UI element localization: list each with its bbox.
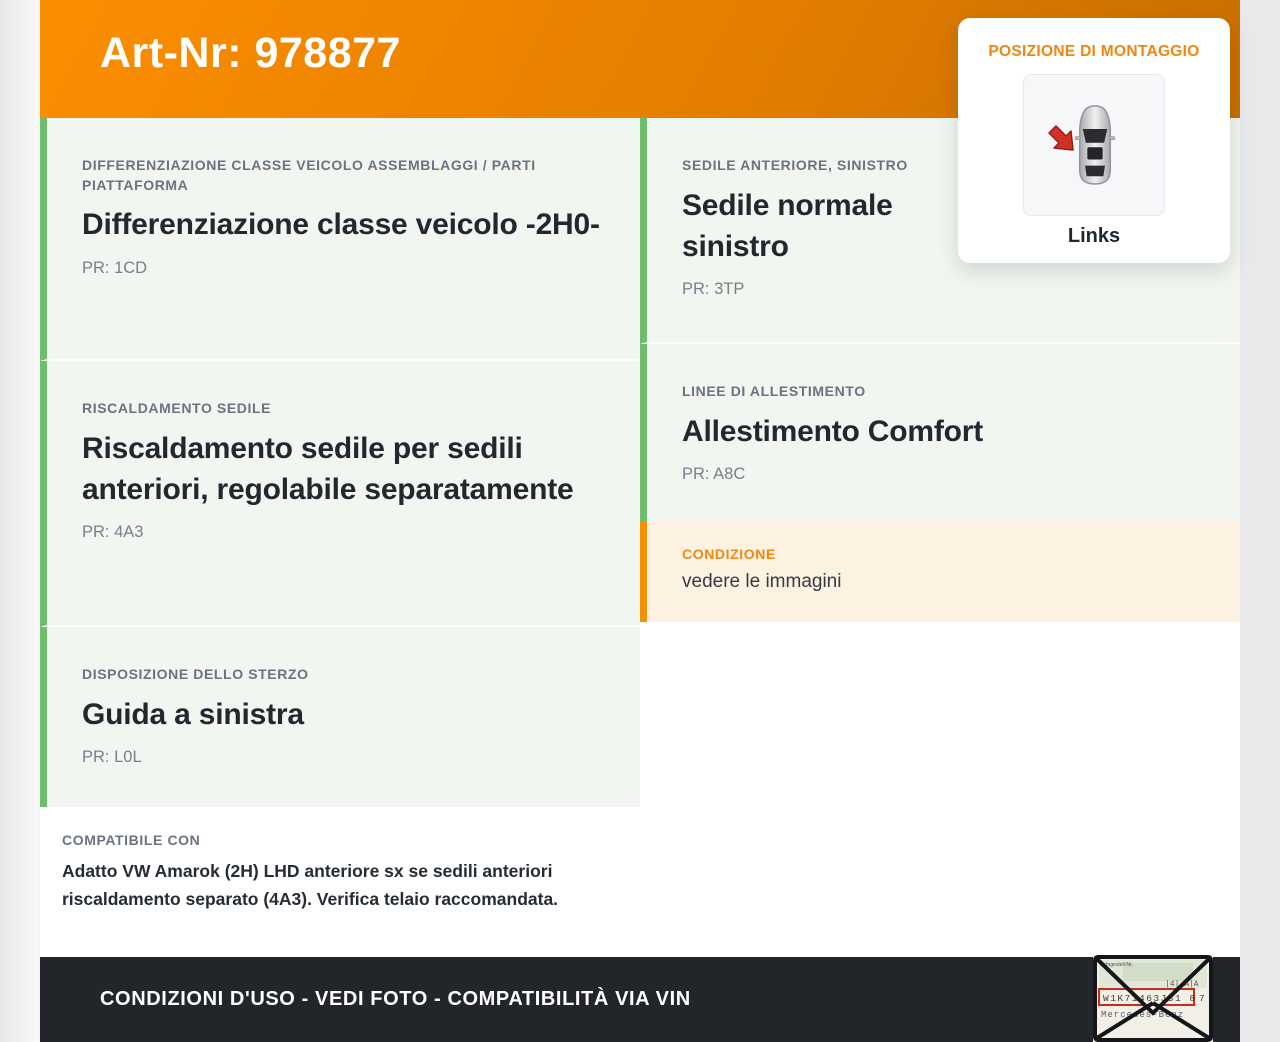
attribute-label: SEDILE ANTERIORE, SINISTRO [682,157,908,173]
attribute-pr-code: PR: 1CD [82,258,148,277]
car-top-view-icon [1072,103,1118,187]
footer-bar [40,957,1240,1042]
attribute-pr-code: PR: 4A3 [82,523,144,542]
attribute-title: Allestimento Comfort [682,414,984,448]
footer-notice-text: CONDIZIONI D'USO - VEDI FOTO - COMPATIBILITÀ VIA VIN [100,988,691,1010]
attribute-label: RISCALDAMENTO SEDILE [82,400,272,416]
mounting-position-card [958,18,1230,263]
attribute-label: LINEE DI ALLESTIMENTO [682,383,866,399]
red-arrow-icon [1046,123,1076,153]
attribute-pr-code: PR: L0L [82,747,142,766]
condition-card [640,522,1240,622]
stamp-brand: Mercedes-Benz [1101,1010,1185,1020]
mounting-position-title: POSIZIONE DI MONTAGGIO [988,43,1200,60]
compatibility-card [40,810,640,948]
condition-text: vedere le immagini [682,571,842,592]
condition-label: CONDIZIONE [682,546,776,562]
attribute-title: Guida a sinistra [82,697,304,731]
vin-document-envelope-image [1093,955,1213,1042]
attribute-label: DIFFERENZIAZIONE CLASSE VEICOLO ASSEMBLAGGI / PARTI PIATTAFORMA [82,157,536,193]
attribute-label: DISPOSIZIONE DELLO STERZO [82,666,309,682]
attribute-card-seat-heating [40,361,640,627]
attribute-card-vehicle-class [40,118,640,361]
stamp-doc-line: |4| A|A [1165,980,1199,989]
stamp-vin-tail: 7 [1199,993,1205,1004]
attribute-card-steering [40,627,640,807]
listing-page [40,0,1240,1042]
attribute-card-trim-line [640,344,1240,522]
left-column [40,118,640,957]
attribute-title: Sedile normale sinistro [682,188,893,263]
stamp-doc-label: Fahrgestell-Nr. [1100,962,1133,968]
compatibility-text: Adatto VW Amarok (2H) LHD anteriore sx se sedili anteriori riscaldamento separato (4A3). Verifica telaio raccomandata. [62,860,559,909]
mounting-position-value: Links [1067,225,1121,247]
stamp-vin: W1K71463J31 8 [1103,993,1197,1004]
attribute-pr-code: PR: 3TP [682,280,745,299]
compatibility-label: COMPATIBILE CON [62,832,201,848]
attribute-pr-code: PR: A8C [682,464,746,483]
article-number-title: Art-Nr: 978877 [100,29,401,77]
attribute-title: Differenziazione classe veicolo -2H0- [82,208,600,242]
mounting-position-image-box [1023,74,1165,216]
attribute-title: Riscaldamento sedile per sedili anteriori, regolabile separatamente [82,431,574,506]
